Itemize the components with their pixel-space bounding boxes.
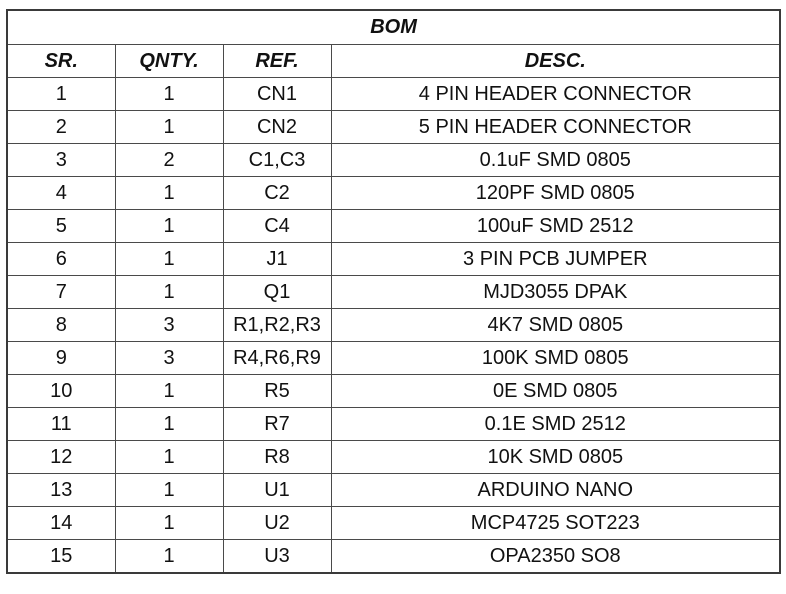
cell-desc: 5 PIN HEADER CONNECTOR <box>331 111 780 144</box>
cell-desc: ARDUINO NANO <box>331 474 780 507</box>
cell-sr: 10 <box>7 375 115 408</box>
title-row <box>7 10 780 45</box>
bom-table <box>6 9 781 574</box>
cell-sr: 2 <box>7 111 115 144</box>
header-row <box>7 45 780 78</box>
cell-desc: 3 PIN PCB JUMPER <box>331 243 780 276</box>
cell-qnty: 1 <box>115 441 223 474</box>
bom-table-container <box>6 9 779 574</box>
cell-desc: 4 PIN HEADER CONNECTOR <box>331 78 780 111</box>
cell-ref: R1,R2,R3 <box>223 309 331 342</box>
column-header-ref: REF. <box>223 45 331 78</box>
cell-ref: Q1 <box>223 276 331 309</box>
cell-sr: 3 <box>7 144 115 177</box>
cell-sr: 14 <box>7 507 115 540</box>
table-row <box>7 342 780 375</box>
table-row <box>7 540 780 574</box>
table-row <box>7 78 780 111</box>
table-row <box>7 474 780 507</box>
cell-desc: OPA2350 SO8 <box>331 540 780 574</box>
cell-ref: U2 <box>223 507 331 540</box>
cell-ref: R7 <box>223 408 331 441</box>
column-header-sr: SR. <box>7 45 115 78</box>
cell-qnty: 1 <box>115 78 223 111</box>
cell-sr: 12 <box>7 441 115 474</box>
cell-desc: 120PF SMD 0805 <box>331 177 780 210</box>
cell-desc: 0.1uF SMD 0805 <box>331 144 780 177</box>
column-header-qnty: QNTY. <box>115 45 223 78</box>
cell-desc: 10K SMD 0805 <box>331 441 780 474</box>
cell-sr: 7 <box>7 276 115 309</box>
table-row <box>7 177 780 210</box>
column-header-desc: DESC. <box>331 45 780 78</box>
cell-ref: R5 <box>223 375 331 408</box>
cell-ref: R8 <box>223 441 331 474</box>
cell-qnty: 1 <box>115 210 223 243</box>
cell-sr: 15 <box>7 540 115 574</box>
cell-ref: C4 <box>223 210 331 243</box>
cell-sr: 5 <box>7 210 115 243</box>
cell-qnty: 1 <box>115 177 223 210</box>
cell-ref: J1 <box>223 243 331 276</box>
cell-sr: 8 <box>7 309 115 342</box>
cell-qnty: 1 <box>115 276 223 309</box>
cell-sr: 4 <box>7 177 115 210</box>
cell-ref: U1 <box>223 474 331 507</box>
cell-ref: U3 <box>223 540 331 574</box>
cell-sr: 11 <box>7 408 115 441</box>
cell-desc: 4K7 SMD 0805 <box>331 309 780 342</box>
cell-qnty: 2 <box>115 144 223 177</box>
cell-ref: R4,R6,R9 <box>223 342 331 375</box>
cell-ref: C1,C3 <box>223 144 331 177</box>
cell-desc: MJD3055 DPAK <box>331 276 780 309</box>
cell-qnty: 1 <box>115 474 223 507</box>
table-row <box>7 375 780 408</box>
table-row <box>7 243 780 276</box>
cell-ref: C2 <box>223 177 331 210</box>
table-row <box>7 309 780 342</box>
cell-ref: CN2 <box>223 111 331 144</box>
cell-qnty: 1 <box>115 375 223 408</box>
cell-desc: 100K SMD 0805 <box>331 342 780 375</box>
cell-qnty: 1 <box>115 507 223 540</box>
cell-qnty: 1 <box>115 243 223 276</box>
table-row <box>7 276 780 309</box>
cell-qnty: 1 <box>115 540 223 574</box>
table-row <box>7 210 780 243</box>
cell-desc: MCP4725 SOT223 <box>331 507 780 540</box>
cell-sr: 9 <box>7 342 115 375</box>
cell-ref: CN1 <box>223 78 331 111</box>
cell-sr: 1 <box>7 78 115 111</box>
cell-qnty: 3 <box>115 309 223 342</box>
cell-desc: 0.1E SMD 2512 <box>331 408 780 441</box>
table-row <box>7 144 780 177</box>
cell-qnty: 1 <box>115 111 223 144</box>
table-title: BOM <box>7 10 780 45</box>
cell-sr: 13 <box>7 474 115 507</box>
cell-sr: 6 <box>7 243 115 276</box>
table-row <box>7 441 780 474</box>
cell-qnty: 1 <box>115 408 223 441</box>
table-row <box>7 507 780 540</box>
cell-desc: 0E SMD 0805 <box>331 375 780 408</box>
table-row <box>7 408 780 441</box>
cell-desc: 100uF SMD 2512 <box>331 210 780 243</box>
table-row <box>7 111 780 144</box>
cell-qnty: 3 <box>115 342 223 375</box>
